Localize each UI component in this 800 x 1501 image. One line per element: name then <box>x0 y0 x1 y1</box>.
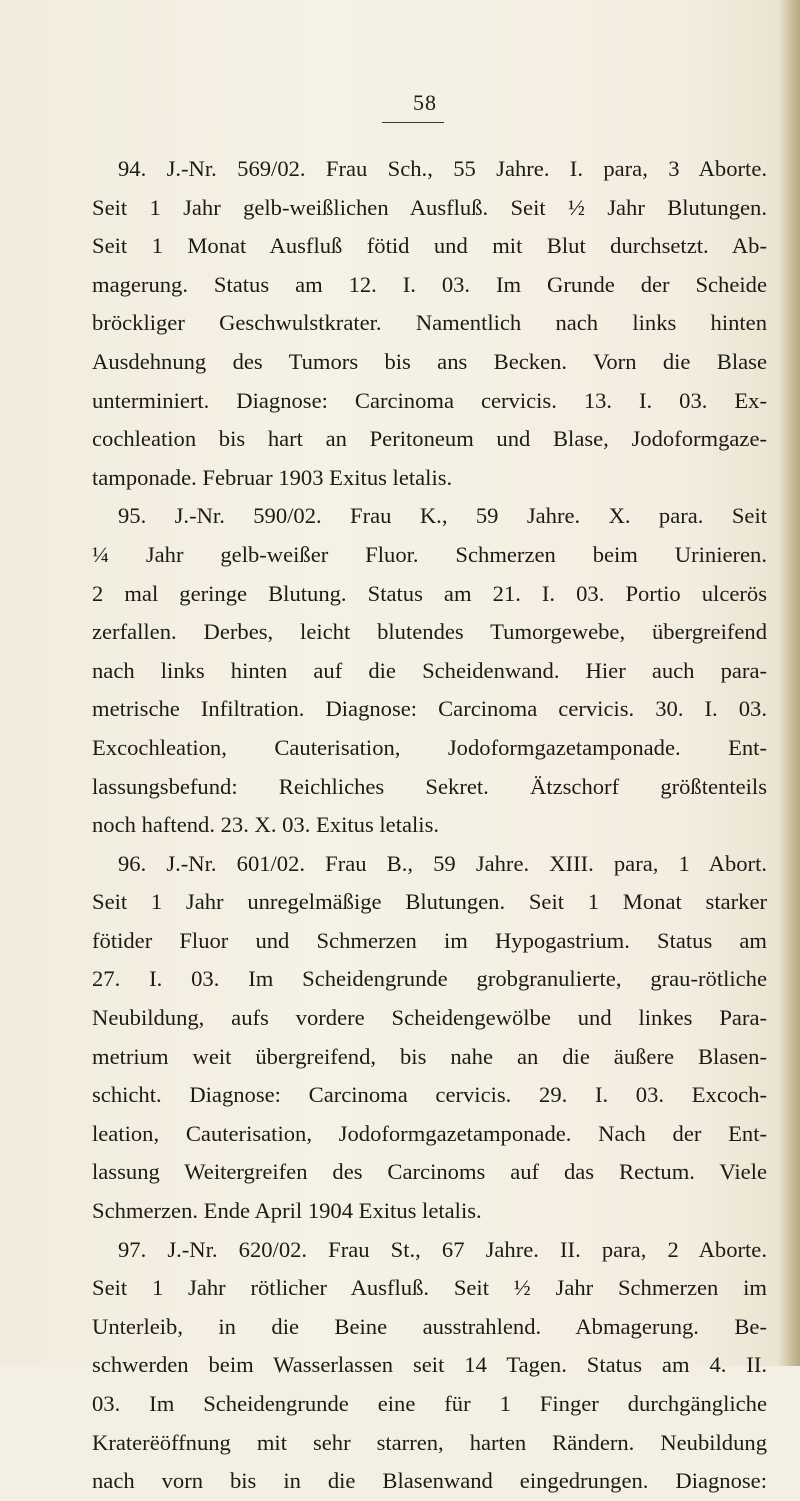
text-line: lassungsbefund: Reichliches Sekret. Ätzschorf größtenteils <box>92 773 767 799</box>
text-line: nach links hinten auf die Scheidenwand. Hier auch para- <box>92 657 767 683</box>
text-line: 96. J.-Nr. 601/02. Frau B., 59 Jahre. XIII. para, 1 Abort. <box>118 850 767 876</box>
text-line: ¼ Jahr gelb-weißer Fluor. Schmerzen beim Urinieren. <box>92 541 767 567</box>
text-line: Seit 1 Monat Ausfluß fötid und mit Blut durchsetzt. Ab- <box>92 233 767 259</box>
body-text <box>92 150 767 1501</box>
text-line: 2 mal geringe Blutung. Status am 21. I. 03. Portio ulcerös <box>92 580 767 606</box>
text-line: 97. J.-Nr. 620/02. Frau St., 67 Jahre. II. para, 2 Aborte. <box>118 1236 767 1262</box>
text-line: Seit 1 Jahr rötlicher Ausfluß. Seit ½ Jahr Schmerzen im <box>92 1275 767 1301</box>
text-line: zerfallen. Derbes, leicht blutendes Tumorgewebe, übergreifend <box>92 619 767 645</box>
text-line: Kraterëöffnung mit sehr starren, harten Rändern. Neubildung <box>92 1429 767 1455</box>
text-line: 94. J.-Nr. 569/02. Frau Sch., 55 Jahre. I. para, 3 Aborte. <box>118 156 767 181</box>
text-line: Seit 1 Jahr unregelmäßige Blutungen. Seit 1 Monat starker <box>92 889 767 915</box>
page-number: 58 <box>413 90 437 115</box>
text-line: bröckliger Geschwulstkrater. Namentlich nach links hinten <box>92 310 767 336</box>
text-line: 03. Im Scheidengrunde eine für 1 Finger durchgängliche <box>92 1391 767 1416</box>
text-line: Schmerzen. Ende April 1904 Exitus letalis. <box>92 1198 482 1224</box>
text-line: noch haftend. 23. X. 03. Exitus letalis. <box>92 812 440 838</box>
text-line: leation, Cauterisation, Jodoformgazetamponade. Nach der Ent- <box>92 1120 767 1146</box>
text-line: schwerden beim Wasserlassen seit 14 Tagen. Status am 4. II. <box>92 1352 767 1378</box>
text-line: metrische Infiltration. Diagnose: Carcinoma cervicis. 30. I. 03. <box>92 696 767 722</box>
text-line: 27. I. 03. Im Scheidengrunde grobgranulierte, grau-rötliche <box>92 966 767 992</box>
text-line: 95. J.-Nr. 590/02. Frau K., 59 Jahre. X. para. Seit <box>118 503 767 529</box>
text-line: nach vorn bis in die Blasenwand eingedrungen. Diagnose: <box>92 1468 767 1494</box>
page-spine-shadow <box>778 0 800 1366</box>
text-line: unterminiert. Diagnose: Carcinoma cervicis. 13. I. 03. Ex- <box>92 387 767 413</box>
text-line: schicht. Diagnose: Carcinoma cervicis. 29. I. 03. Excoch- <box>92 1082 767 1108</box>
page-number-underline <box>382 122 444 123</box>
text-line: Seit 1 Jahr gelb-weißlichen Ausfluß. Seit ½ Jahr Blutungen. <box>92 194 767 220</box>
text-line: fötider Fluor und Schmerzen im Hypogastrium. Status am <box>92 927 767 953</box>
text-line: Unterleib, in die Beine ausstrahlend. Abmagerung. Be- <box>92 1313 767 1339</box>
text-line: Neubildung, aufs vordere Scheidengewölbe und linkes Para- <box>92 1005 767 1031</box>
text-line: lassung Weitergreifen des Carcinoms auf das Rectum. Viele <box>92 1159 767 1185</box>
text-line: magerung. Status am 12. I. 03. Im Grunde der Scheide <box>92 271 767 297</box>
text-line: tamponade. Februar 1903 Exitus letalis. <box>92 464 453 490</box>
text-line: metrium weit übergreifend, bis nahe an die äußere Blasen- <box>92 1043 767 1069</box>
text-line: cochleation bis hart an Peritoneum und Blase, Jodoformgaze- <box>92 426 767 452</box>
text-line: Ausdehnung des Tumors bis ans Becken. Vorn die Blase <box>92 348 767 374</box>
text-line: Excochleation, Cauterisation, Jodoformgazetamponade. Ent- <box>92 734 767 760</box>
